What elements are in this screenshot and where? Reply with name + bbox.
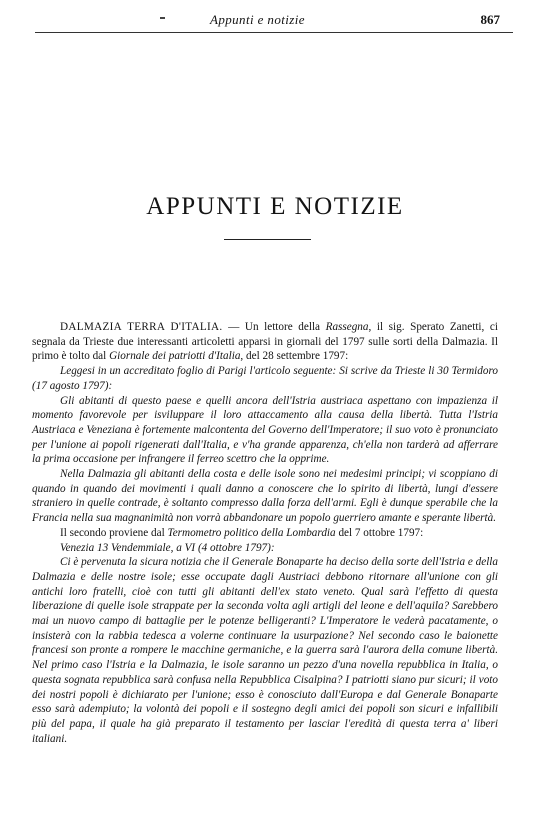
quote-paragraph: Ci è pervenuta la sicura notizia che il Generale Bonaparte ha deciso della sorte dell'Istria e della Dalmazia e delle nostre isole; esse occupate dagli Austriaci debbono ritornare all'unione con gli antichi loro fratelli, cioè con tutti gli abitanti dell'ex stato veneto. Qual sarà l'effetto di questa liberazione di quelle isole strappate per la seconda volta agli artigli del leone e dell'aquila? Sarebbero mai un nuovo campo di battaglie per le potenze belligeranti? L'Imperatore le vederà pacatamente, o insisterà con la rabbia tedesca a volerne continuare la usurpazione? Nel secondo caso le baionette francesi son pronte a rompere le macchine germaniche, e la guerra sarà l'aurora della comune libertà. Nel primo caso l'Istria e la Dalmazia, le isole saranno un pezzo d'una novella repubblica in Italia, o questa sognata repubblica sarà confusa nella Repubblica Cisalpina? I patriotti siano pur sicuri; il voto dei nostri popoli è dichiarato per l'unione; esso è conosciuto dall'Europa e dal Generale Bonaparte esso sarà adempiuto; la volontà dei popoli e il sostegno degli amici dei popoli son sicuri e infallibili più del papa, il quale ha già preparato il testamento per lasciar l'eredità di questa terra a' liberi italiani.	[32, 556, 499, 745]
article-title: APPUNTI E NOTIZIE	[146, 193, 404, 220]
quote-paragraph: Gli abitanti di questo paese e quelli ancora dell'Istria austriaca aspettano con impazienza il momento favorevole per isviluppare il loro attaccamento alla causa della libertà. Tutta l'Istria Austriaca e Veneziana è fortemente malcontenta del Governo dell'Imperatore; il suo voto è pronunciato per l'unione ai popoli rigenerati dall'Italia, e v'ha grande apparenza, ch'ella non tarderà ad afferrare la prima occasione per infrangere il ferreo scettro che la opprime.	[32, 394, 498, 466]
paragraph-second-source	[32, 526, 498, 541]
text-run: — Un lettore della	[222, 321, 326, 333]
source-name: Giornale dei patriotti d'Italia	[109, 350, 241, 363]
ink-mark	[160, 17, 165, 19]
running-head	[0, 12, 530, 32]
quote-intro: Leggesi in un accreditato foglio di Parigi l'articolo seguente: Si scrive da Trieste li 30 Termidoro (17 agosto 1797):	[32, 365, 498, 392]
quote-dateline: Venezia 13 Vendemmiale, a VI (4 ottobre 1797):	[60, 541, 275, 554]
header-rule	[35, 32, 513, 33]
source-name: Termometro politico della Lombardia	[167, 526, 336, 539]
text-run: Il secondo proviene dal	[60, 526, 168, 539]
paragraph-intro	[32, 320, 498, 364]
section-lead: DALMAZIA TERRA D'ITALIA.	[60, 321, 223, 333]
journal-name: Rassegna	[325, 321, 369, 333]
quote-paragraph: Nella Dalmazia gli abitanti della costa e delle isole sono nei medesimi principi; vi scoppiano di quando in quando dei movimenti i quali danno a conoscere che lo spirito di libertà, lungi d'essere straniero in quelle contrade, è soltanto compresso dalla forza dell'armi. Egli è dunque sperabile che la Francia nella sua magnanimità non vorrà abbandonare un popolo guerriero amante e sperante libertà.	[32, 468, 498, 525]
text-run: del 7 ottobre 1797:	[335, 526, 424, 539]
text-run: , del 28 settembre 1797:	[240, 350, 349, 363]
title-rule	[224, 239, 311, 240]
text-run: , il sig. Sperato Zanetti, ci segnala da Trieste due interessanti articoletti apparsi in giornali del 1797 sulle sorti della Dalmazia. Il primo è tolto dal	[32, 321, 498, 363]
running-title: Appunti e notizie	[210, 12, 305, 27]
page-number: 867	[480, 12, 500, 27]
article-body	[32, 320, 498, 746]
